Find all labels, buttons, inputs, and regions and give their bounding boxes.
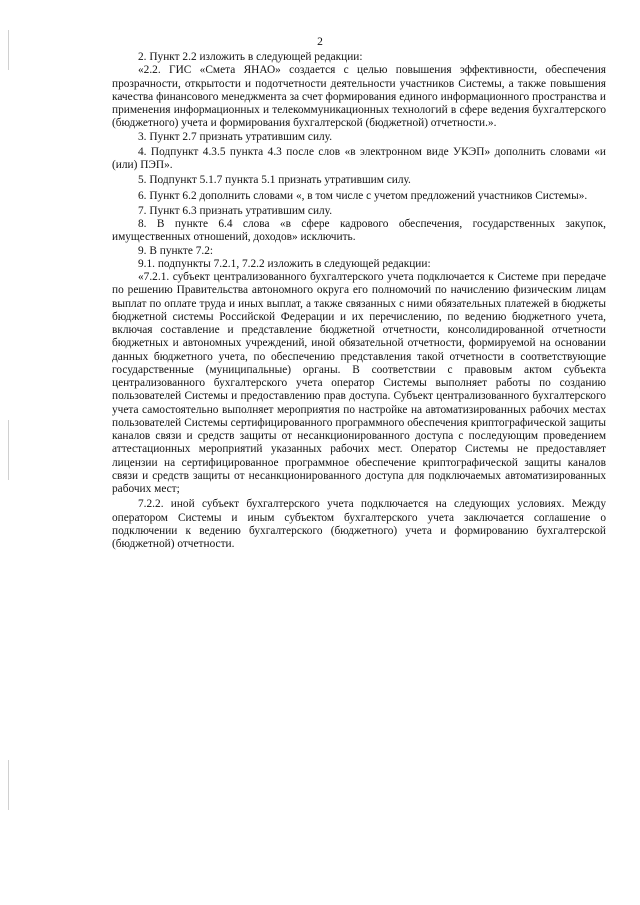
paragraph: 7.2.2. иной субъект бухгалтерского учета подключается на следующих условиях. Между оператором Системы и иным субъектом бухгалтерского учета заключается соглашение о подключении к ведению бухгалтерского (бюджетного) учета и формированию бухгалтерской (бюджетной) отчетности. [112,498,606,550]
paragraph: 3. Пункт 2.7 признать утратившим силу. [138,130,333,143]
paragraph: 9. В пункте 7.2: [138,244,214,257]
paragraph: 9.1. подпункты 7.2.1, 7.2.2 изложить в следующей редакции: [138,257,431,270]
page-number: 2 [317,36,323,48]
paragraph: «2.2. ГИС «Смета ЯНАО» создается с целью повышения эффективности, обеспечения прозрачности, открытости и подотчетности деятельности участников Системы, а также повышения качества финансового менеджмента за счет формирования единого информационного пространства и применения информационных и телекоммуникационных технологий в сфере ведения бухгалтерского (бюджетного) учета и формирования бухгалтерской (бюджетной) отчетности.». [112,64,606,130]
paragraph: 5. Подпункт 5.1.7 пункта 5.1 признать утратившим силу. [138,174,411,187]
paragraph: 7. Пункт 6.3 признать утратившим силу. [138,204,333,217]
document-body [112,51,606,551]
paragraph: 4. Подпункт 4.3.5 пункта 4.3 после слов «в электронном виде УКЭП» дополнить словами «и (или) ПЭП». [112,145,606,171]
paragraph: 8. В пункте 6.4 слова «в сфере кадрового обеспечения, государственных закупок, имущественных отношений, доходов» исключить. [112,218,606,244]
scan-margin-mark [8,420,9,480]
paragraph: 6. Пункт 6.2 дополнить словами «, в том числе с учетом предложений участников Системы». [138,189,588,202]
paragraph: «7.2.1. субъект централизованного бухгалтерского учета подключается к Системе при передаче по решению Правительства автономного округа его полномочий по начислению физическим лицам выплат по оплате труда и иных выплат, а также связанных с ними обязательных платежей в бюджеты бюджетной системы Российской Федерации и их перечислению, по ведению бюджетного учета, включая составление и представление бюджетной отчетности, консолидированной отчетности бюджетных и автономных учреждений, иной обязательной отчетности, формируемой на основании данных бюджетного учета, по обеспечению представления такой отчетности в соответствующие государственные (муниципальные) органы. В соответствии с правовым актом субъекта централизованного бухгалтерского учета оператор Системы выполняет работы по созданию пользователей Системы и предоставлению прав доступа. Субъект централизованного бухгалтерского учета самостоятельно выполняет мероприятия по настройке на автоматизированных рабочих местах пользователей Системы сертифицированного программного обеспечения криптографической защиты каналов связи и средств защиты от несанкционированного доступа с последующим проведением аттестационных мероприятий указанных рабочих мест. Оператор Системы не предоставляет лицензии на сертифицированное программное обеспечение криптографической защиты каналов связи и средств защиты от несанкционированного доступа для подключаемых автоматизированных рабочих мест; [112,271,606,495]
paragraph: 2. Пункт 2.2 изложить в следующей редакции: [138,51,363,63]
scan-margin-mark [8,760,9,810]
